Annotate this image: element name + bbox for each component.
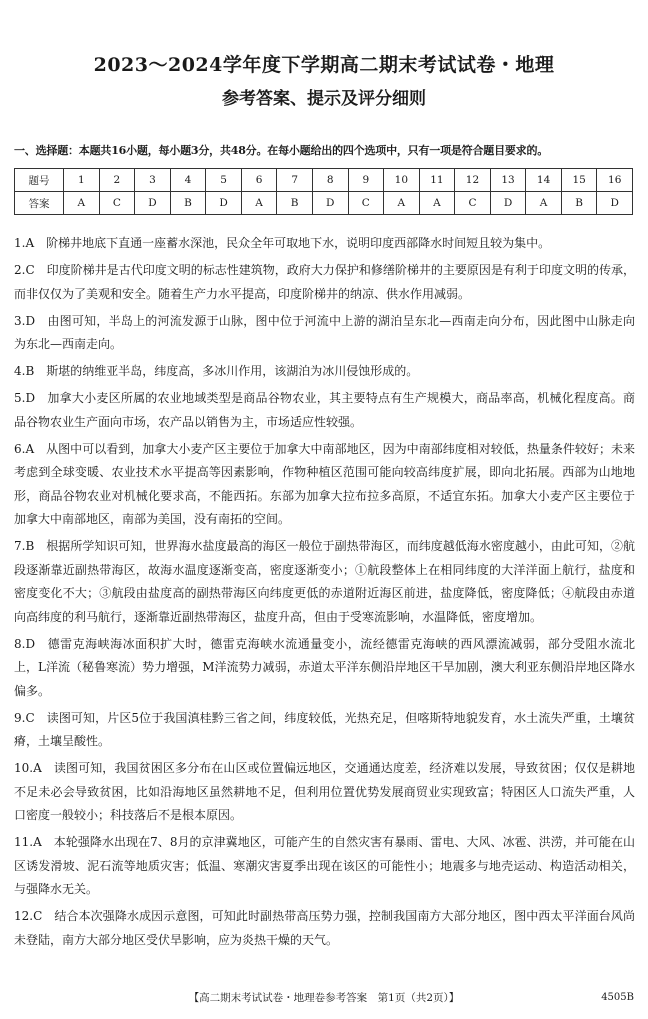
answer-cell: D [135, 192, 171, 215]
item-answer: C [25, 263, 35, 277]
answer-cell: C [348, 192, 384, 215]
item-text: 加拿大小麦区所属的农业地域类型是商品谷物农业，其主要特点有生产规模大，商品率高，机械化程度高。商品谷物农业生产面向市场，农产品以销售为主，市场适应性较强。 [14, 391, 635, 429]
answer-cell: D [206, 192, 242, 215]
explanation-item-6 [14, 438, 635, 532]
item-number: 5. [14, 391, 26, 405]
item-number: 9. [14, 710, 26, 725]
question-number-cell: 2 [99, 169, 135, 192]
explanation-item-4 [14, 360, 635, 384]
answer-table-number-row [15, 169, 633, 192]
item-text: 从图中可以看到，加拿大小麦产区主要位于加拿大中南部地区，因为中南部纬度相对较低，热量条件较好；未来考虑到全球变暖、农业技术水平提高等因素影响，作物种植区范围可能向较高纬度扩展，即向北拓展。西部为山地地形，商品谷物农业对机械化要求高，不能西拓。东部为加拿大拉布拉多高原，不适宜东拓。加拿大小麦产区主要位于加拿大中南部地区，南部为美国，没有南拓的空间。 [14, 441, 635, 526]
page-subtitle: 参考答案、提示及评分细则 [222, 89, 426, 109]
explanation-item-5 [14, 387, 635, 434]
item-number: 11. [14, 835, 34, 849]
item-text: 读图可知，我国贫困区多分布在山区或位置偏远地区，交通通达度差，经济难以发展，导致贫困；仅仅是耕地不足未必会导致贫困，比如沿海地区虽然耕地不足，但利用位置优势发展商贸业实现致富；特困区人口流失严重，人口密度一般较小；科技落后不是根本原因。 [14, 761, 635, 822]
answer-cell: A [64, 192, 100, 215]
item-text: 结合本次强降水成因示意图，可知此时副热带高压势力强，控制我国南方大部分地区，图中西太平洋面台风尚未登陆，南方大部分地区受伏旱影响，应为炎热干燥的天气。 [14, 909, 635, 947]
item-answer: B [25, 364, 35, 378]
item-number: 12. [14, 909, 34, 923]
item-answer: C [25, 710, 35, 725]
item-text: 本轮强降水出现在7、8月的京津冀地区，可能产生的自然灾害有暴雨、雷电、大风、冰雹、洪涝，并可能在山区诱发滑坡、泥石流等地质灾害；低温、寒潮灾害夏季出现在该区的可能性小；地震多与地壳运动、构造活动相关，与强降水无关。 [14, 835, 635, 896]
answer-cell: D [312, 192, 348, 215]
item-text: 读图可知，片区5位于我国滇桂黔三省之间，纬度较低，光热充足，但喀斯特地貌发育，水土流失严重，土壤贫瘠，土壤呈酸性。 [14, 710, 635, 748]
item-answer: D [25, 313, 36, 328]
answer-cell: A [419, 192, 455, 215]
item-answer: A [25, 441, 35, 456]
explanation-item-9 [14, 707, 635, 754]
question-number-cell: 6 [241, 169, 277, 192]
item-answer: D [25, 636, 36, 651]
question-number-cell: 15 [561, 169, 597, 192]
answer-cell: C [99, 192, 135, 215]
question-number-cell: 3 [135, 169, 171, 192]
item-answer: B [25, 539, 35, 553]
question-number-cell: 11 [419, 169, 455, 192]
item-answer: A [33, 761, 42, 775]
question-number-cell: 10 [384, 169, 420, 192]
question-number-cell: 14 [526, 169, 562, 192]
question-number-cell: 1 [64, 169, 100, 192]
answer-cell: C [455, 192, 491, 215]
item-number: 6. [14, 441, 26, 456]
explanation-item-12 [14, 905, 635, 952]
explanation-item-2 [14, 259, 635, 306]
item-text: 根据所学知识可知，世界海水盐度最高的海区一般位于副热带海区，而纬度越低海水密度越小，由此可知，②航段逐渐靠近副热带海区，故海水温度逐渐变高，密度逐渐变小；①航段整体上在相同纬度的大洋洋面上航行，盐度和密度变化不大；③航段由盐度高的副热带海区向纬度更低的赤道附近海区前进，盐度降低，密度降低；④航段由赤道向高纬度的利马航行，逐渐靠近副热带海区，盐度升高，但由于受寒流影响，水温降低，密度增加。 [14, 539, 635, 624]
explanation-item-1 [14, 232, 635, 256]
page-title: 2023～2024学年度下学期高二期末考试试卷・地理 [93, 54, 555, 76]
question-number-cell: 13 [490, 169, 526, 192]
page-footer: 【高二期末考试试卷・地理卷参考答案 第1页（共2页）】 [188, 992, 460, 1004]
explanation-item-7 [14, 535, 635, 629]
question-number-cell: 16 [597, 169, 633, 192]
item-answer: A [25, 236, 35, 250]
section-heading: 一、选择题：本题共16小题，每小题3分，共48分。在每小题给出的四个选项中，只有一项是符合题目要求的。 [14, 144, 549, 157]
answer-cell: B [561, 192, 597, 215]
answer-cell: D [490, 192, 526, 215]
item-number: 7. [14, 539, 26, 553]
question-number-cell: 12 [455, 169, 491, 192]
answer-cell: A [384, 192, 420, 215]
item-number: 4. [14, 364, 26, 378]
paper-code: 4505B [601, 992, 634, 1003]
explanation-list [14, 232, 635, 956]
item-text: 德雷克海峡海冰面积扩大时，德雷克海峡水流通量变小，流经德雷克海峡的西风漂流减弱，部分受阻水流北上，L洋流（秘鲁寒流）势力增强，M洋流势力减弱，赤道太平洋东侧沿岸地区干旱加剧，澳大利亚东侧沿岸地区降水偏多。 [14, 636, 635, 698]
answer-cell: A [526, 192, 562, 215]
item-number: 3. [14, 313, 26, 328]
explanation-item-10 [14, 757, 635, 828]
row-label-number: 题号 [15, 169, 64, 192]
row-label-answer: 答案 [15, 192, 64, 215]
answer-cell: D [597, 192, 633, 215]
item-text: 斯堪的纳维亚半岛，纬度高，多冰川作用，该湖泊为冰川侵蚀形成的。 [46, 364, 419, 378]
item-number: 10. [14, 761, 34, 775]
question-number-cell: 8 [312, 169, 348, 192]
item-answer: C [33, 909, 43, 923]
item-text: 印度阶梯井是古代印度文明的标志性建筑物，政府大力保护和修缮阶梯井的主要原因是有利于印度文明的传承，而非仅仅为了美观和安全。随着生产力水平提高，印度阶梯井的纳凉、供水作用减弱。 [14, 263, 635, 301]
item-number: 2. [14, 263, 26, 277]
answer-cell: B [277, 192, 313, 215]
item-text: 由图可知，半岛上的河流发源于山脉，图中位于河流中上游的湖泊呈东北—西南走向分布，因此图中山脉走向为东北—西南走向。 [14, 313, 635, 351]
explanation-item-3 [14, 310, 635, 357]
answer-cell: A [241, 192, 277, 215]
question-number-cell: 4 [170, 169, 206, 192]
item-number: 1. [14, 236, 26, 250]
question-number-cell: 7 [277, 169, 313, 192]
answer-cell: B [170, 192, 206, 215]
question-number-cell: 5 [206, 169, 242, 192]
item-number: 8. [14, 636, 26, 651]
explanation-item-11 [14, 831, 635, 902]
answer-table-answer-row [15, 192, 633, 215]
question-number-cell: 9 [348, 169, 384, 192]
answer-table [14, 168, 633, 215]
item-answer: A [33, 835, 42, 849]
item-answer: D [25, 391, 36, 405]
item-text: 阶梯井地底下直通一座蓄水深池，民众全年可取地下水，说明印度西部降水时间短且较为集中。 [46, 236, 551, 250]
explanation-item-8 [14, 633, 635, 704]
